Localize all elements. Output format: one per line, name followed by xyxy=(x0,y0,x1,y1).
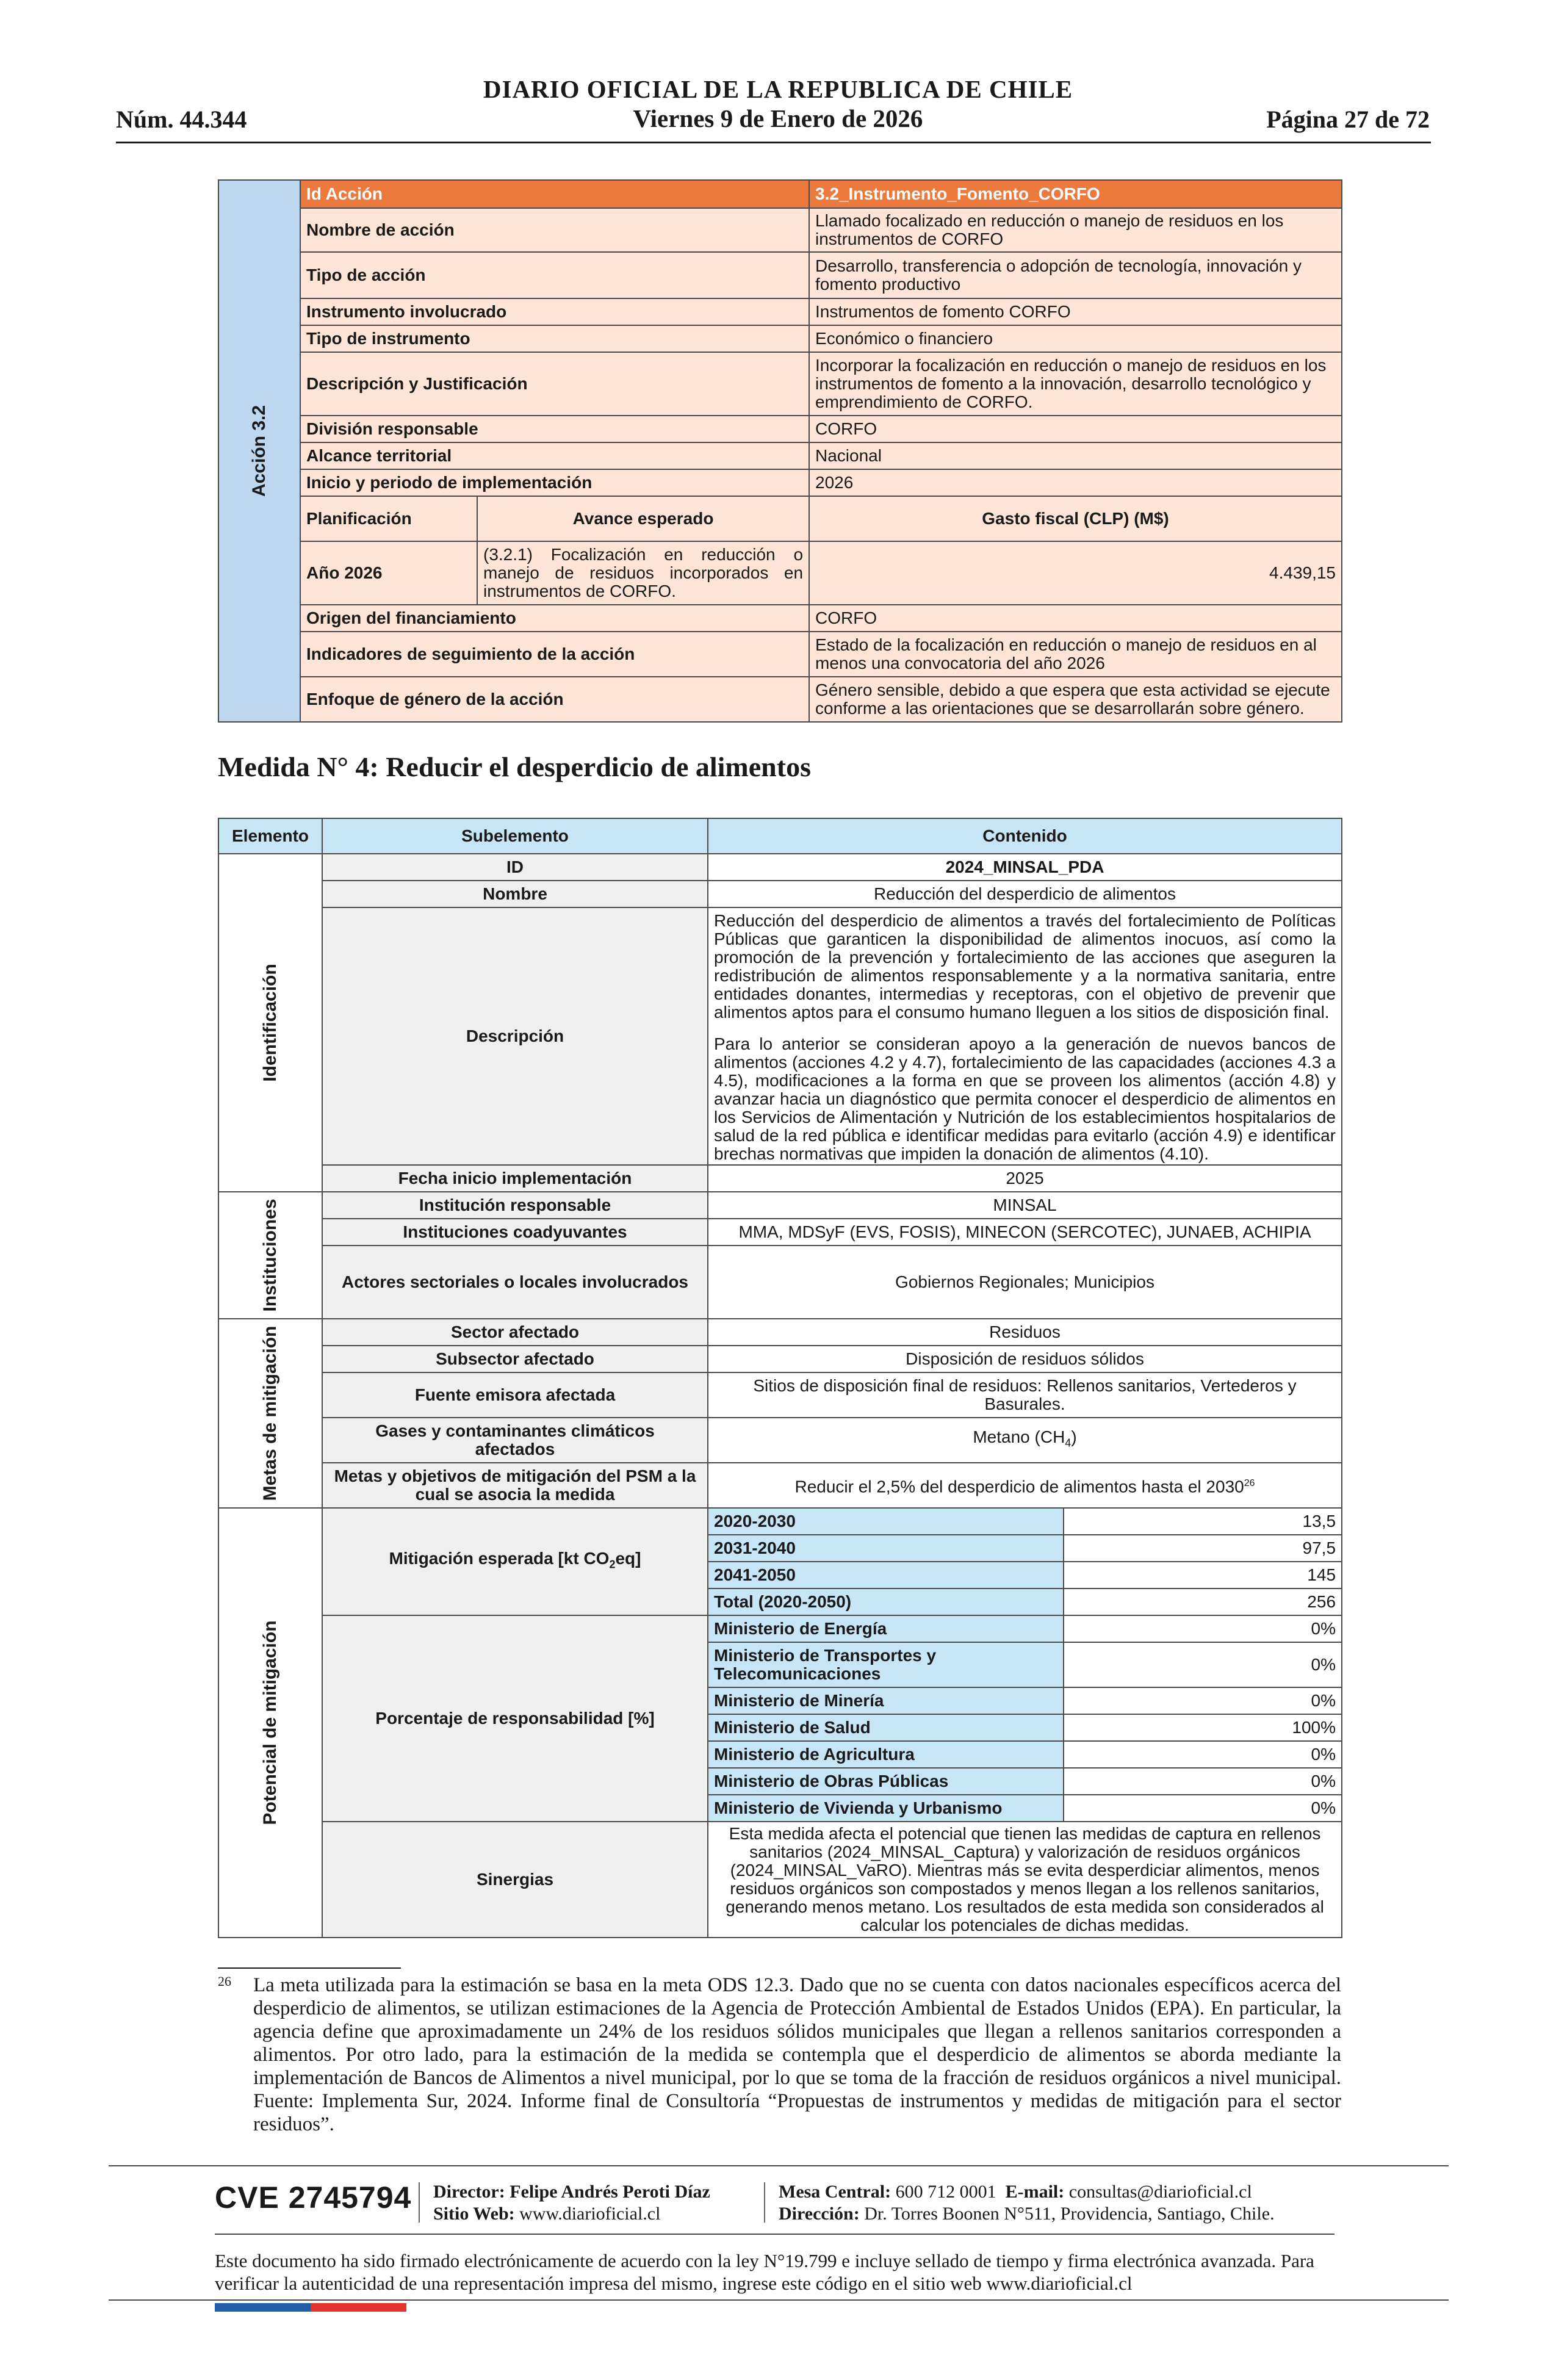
group-instituciones: Instituciones xyxy=(218,1192,322,1319)
sub-responsibility: Porcentaje de responsabilidad [%] xyxy=(322,1615,708,1822)
header-rule xyxy=(116,142,1431,143)
page-number: Página 27 de 72 xyxy=(1266,106,1430,133)
flag-stripe-red xyxy=(311,2303,406,2312)
footnote-text: La meta utilizada para la estimación se basa en la meta ODS 12.3. Dado que no se cuenta con datos nacionales específicos acerca del desperdicio de alimentos, se utilizan estimaciones de la Agencia de Protección Ambiental de Estados Unidos (EPA). En particular, la agencia define que aproximadamente un 24% de los residuos sólidos municipales que llegan a rellenos sanitarios corresponden a alimentos. Por otro lado, para la estimación de la medida se contempla que el desperdicio de alimentos se aborda mediante la implementación de Bancos de Alimentos a nivel municipal, por lo que se toma de la fracción de residuos orgánicos a nivel municipal. Fuente: Implementa Sur, 2024. Informe final de Consultoría “Propuestas de instrumentos y medidas de mitigación para el sector residuos”. xyxy=(253,1974,1341,2135)
sub-source: Fuente emisora afectada xyxy=(322,1372,708,1418)
measure-name: Reducción del desperdicio de alimentos xyxy=(708,881,1342,907)
ministry-pct: 0% xyxy=(1064,1795,1342,1822)
ministry-label: Ministerio de Energía xyxy=(708,1615,1064,1642)
period-label: Total (2020-2050) xyxy=(708,1588,1064,1615)
row-value: CORFO xyxy=(809,416,1342,442)
source: Sitios de disposición final de residuos: Rellenos sanitarios, Vertederos y Basurales. xyxy=(708,1372,1342,1418)
newspaper-title: DIARIO OFICIAL DE LA REPUBLICA DE CHILE xyxy=(483,75,1073,103)
row-value: Nacional xyxy=(809,442,1342,469)
ministry-pct: 0% xyxy=(1064,1687,1342,1714)
sub-gases: Gases y contaminantes climáticos afectados xyxy=(322,1418,708,1463)
row-label: Inicio y periodo de implementación xyxy=(300,469,809,496)
footer-separator xyxy=(419,2182,420,2223)
row-value: Incorporar la focalización en reducción o manejo de residuos en los instrumentos de fomento a la innovación, desarrollo tecnológico y emprendimiento de CORFO. xyxy=(809,352,1342,416)
footnote-rule xyxy=(218,1967,401,1969)
group-potencial: Potencial de mitigación xyxy=(218,1508,322,1938)
footnote-number: 26 xyxy=(218,1974,231,1989)
advance-value: (3.2.1) Focalización en reducción o manejo de residuos incorporados en instrumentos de CORFO. xyxy=(477,541,809,605)
sub-mitigation: Mitigación esperada [kt $CO_2eq$] xyxy=(322,1508,708,1615)
period-value: 256 xyxy=(1064,1588,1342,1615)
measure-table xyxy=(218,818,1342,1938)
header-content: Contenido xyxy=(708,818,1342,854)
responsible: MINSAL xyxy=(708,1192,1342,1219)
action-table xyxy=(218,179,1342,723)
header-element: Elemento xyxy=(218,818,322,854)
advance-label: Avance esperado xyxy=(477,496,809,541)
action-id-value: 3.2_Instrumento_Fomento_CORFO xyxy=(809,180,1342,208)
row-label: Descripción y Justificación xyxy=(300,352,809,416)
sub-start-date: Fecha inicio implementación xyxy=(322,1165,708,1192)
issue-number: Núm. 44.344 xyxy=(116,106,247,133)
footer-director-block: Director: Felipe Andrés Peroti Díaz Sitio Web: www.diarioficial.cl xyxy=(433,2182,710,2224)
row-label: Instrumento involucrado xyxy=(300,298,809,325)
ministry-pct: 100% xyxy=(1064,1714,1342,1741)
ministry-pct: 0% xyxy=(1064,1768,1342,1795)
sub-sector: Sector afectado xyxy=(322,1319,708,1346)
period-value: 97,5 xyxy=(1064,1535,1342,1562)
subsector: Disposición de residuos sólidos xyxy=(708,1346,1342,1372)
row-value: Estado de la focalización en reducción o manejo de residuos en al menos una convocatoria del año 2026 xyxy=(809,632,1342,677)
section-heading: Medida N° 4: Reducir el desperdicio de alimentos xyxy=(218,751,811,782)
flag-stripe-blue xyxy=(215,2303,311,2312)
period-label: 2041-2050 xyxy=(708,1562,1064,1588)
row-value: 2026 xyxy=(809,469,1342,496)
row-value: Llamado focalizado en reducción o manejo de residuos en los instrumentos de CORFO xyxy=(809,208,1342,252)
group-identificacion: Identificación xyxy=(218,854,322,1192)
ministry-label: Ministerio de Minería xyxy=(708,1687,1064,1714)
ministry-pct: 0% xyxy=(1064,1642,1342,1687)
ministry-label: Ministerio de Transportes y Telecomunicaciones xyxy=(708,1642,1064,1687)
row-label: Alcance territorial xyxy=(300,442,809,469)
sub-synergies: Sinergias xyxy=(322,1822,708,1938)
sub-name: Nombre xyxy=(322,881,708,907)
goals: Reducir el 2,5% del desperdicio de alimentos hasta el 2030$^{26}$ xyxy=(708,1463,1342,1508)
actors: Gobiernos Regionales; Municipios xyxy=(708,1246,1342,1319)
sector: Residuos xyxy=(708,1319,1342,1346)
measure-description xyxy=(708,907,1342,1165)
sub-actors: Actores sectoriales o locales involucrados xyxy=(322,1246,708,1319)
footer-rule-bottom xyxy=(109,2299,1449,2301)
fiscal-label: Gasto fiscal (CLP) (M$) xyxy=(809,496,1342,541)
gases: Metano $(CH_4)$ xyxy=(708,1418,1342,1463)
row-label: Origen del financiamiento xyxy=(300,605,809,632)
coadyuvantes: MMA, MDSyF (EVS, FOSIS), MINECON (SERCOTEC), JUNAEB, ACHIPIA xyxy=(708,1219,1342,1246)
period-value: 145 xyxy=(1064,1562,1342,1588)
measure-id: 2024_MINSAL_PDA xyxy=(708,854,1342,881)
sub-goals: Metas y objetivos de mitigación del PSM a la cual se asocia la medida xyxy=(322,1463,708,1508)
ministry-label: Ministerio de Salud xyxy=(708,1714,1064,1741)
row-label: Indicadores de seguimiento de la acción xyxy=(300,632,809,677)
footer-separator xyxy=(764,2182,765,2223)
row-label: Tipo de acción xyxy=(300,252,809,298)
ministry-pct: 0% xyxy=(1064,1615,1342,1642)
ministry-label: Ministerio de Obras Públicas xyxy=(708,1768,1064,1795)
issue-date: Viernes 9 de Enero de 2026 xyxy=(633,104,923,132)
row-label: Enfoque de género de la acción xyxy=(300,677,809,722)
email-link[interactable]: consultas@diarioficial.cl xyxy=(1068,2182,1252,2202)
footer-contact-block: Mesa Central: 600 712 0001 E-mail: consultas@diarioficial.cl Dirección: Dr. Torres Boonen N°511, Providencia, Santiago, Chile. xyxy=(779,2182,1275,2224)
row-label: División responsable xyxy=(300,416,809,442)
row-value: Económico o financiero xyxy=(809,325,1342,352)
row-value: Instrumentos de fomento CORFO xyxy=(809,298,1342,325)
ministry-label: Ministerio de Agricultura xyxy=(708,1741,1064,1768)
sub-coadyuvantes: Instituciones coadyuvantes xyxy=(322,1219,708,1246)
ministry-pct: 0% xyxy=(1064,1741,1342,1768)
description-paragraph-1: Reducción del desperdicio de alimentos a través del fortalecimiento de Políticas Públicas que garanticen la disponibilidad de alimentos inocuos, así como la promoción de la prevención y fortalecimiento de las acciones que aseguren la redistribución de alimentos responsablemente y a la normativa sanitaria, entre entidades donantes, intermedias y receptoras, con el objetivo de prevenir que alimentos aptos para el consumo humano lleguen a los sitios de disposición final. xyxy=(714,911,1336,1022)
description-paragraph-2: Para lo anterior se consideran apoyo a la generación de nuevos bancos de alimentos (acciones 4.2 y 4.7), fortalecimiento de las capacidades (acciones 4.3 a 4.5), modificaciones a la forma en que se proveen los alimentos (acción 4.8) y avanzar hacia un diagnóstico que permita conocer el desperdicio de alimentos en los Servicios de Alimentación y Nutrición de los establecimientos hospitalarios de salud de la red pública e identificar medidas para evitarlo (acción 4.9) e identificar brechas normativas que impiden la donación de alimentos (4.10). xyxy=(714,1034,1336,1163)
footer-rule-middle xyxy=(215,2234,1334,2235)
group-metas: Metas de mitigación xyxy=(218,1319,322,1508)
cve-code: CVE 2745794 xyxy=(215,2180,412,2215)
period-value: 13,5 xyxy=(1064,1508,1342,1535)
website-link[interactable]: www.diarioficial.cl xyxy=(519,2204,661,2224)
row-value: Género sensible, debido a que espera que esta actividad se ejecute conforme a las orientaciones que se desarrollarán sobre género. xyxy=(809,677,1342,722)
footer-rule-top xyxy=(109,2165,1449,2166)
sub-description: Descripción xyxy=(322,907,708,1165)
action-side-label: Acción 3.2 xyxy=(218,180,300,722)
row-value: CORFO xyxy=(809,605,1342,632)
planning-label: Planificación xyxy=(300,496,477,541)
synergies: Esta medida afecta el potencial que tienen las medidas de captura en rellenos sanitarios (2024_MINSAL_Captura) y valorización de residuos orgánicos (2024_MINSAL_VaRO). Mientras más se evita desperdiciar alimentos, menos residuos orgánicos son compostados y menos llegan a los rellenos sanitarios, generando menos metano. Los resultados de esta medida son considerados al calcular los potenciales de dichas medidas. xyxy=(708,1822,1342,1938)
ministry-label: Ministerio de Vivienda y Urbanismo xyxy=(708,1795,1064,1822)
legal-notice: Este documento ha sido firmado electrónicamente de acuerdo con la ley N°19.799 e incluye sellado de tiempo y firma electrónica avanzada. Para verificar la autenticidad de una representación impresa del mismo, ingrese este código en el sitio web www.diarioficial.cl xyxy=(215,2250,1314,2294)
sub-subsector: Subsector afectado xyxy=(322,1346,708,1372)
period-label: 2020-2030 xyxy=(708,1508,1064,1535)
sub-id: ID xyxy=(322,854,708,881)
sub-responsible: Institución responsable xyxy=(322,1192,708,1219)
row-label: Nombre de acción xyxy=(300,208,809,252)
header-subelement: Subelemento xyxy=(322,818,708,854)
start-date: 2025 xyxy=(708,1165,1342,1192)
year-label: Año 2026 xyxy=(300,541,477,605)
row-label: Tipo de instrumento xyxy=(300,325,809,352)
fiscal-amount: 4.439,15 xyxy=(809,541,1342,605)
action-id-label: Id Acción xyxy=(300,180,809,208)
period-label: 2031-2040 xyxy=(708,1535,1064,1562)
row-value: Desarrollo, transferencia o adopción de tecnología, innovación y fomento productivo xyxy=(809,252,1342,298)
